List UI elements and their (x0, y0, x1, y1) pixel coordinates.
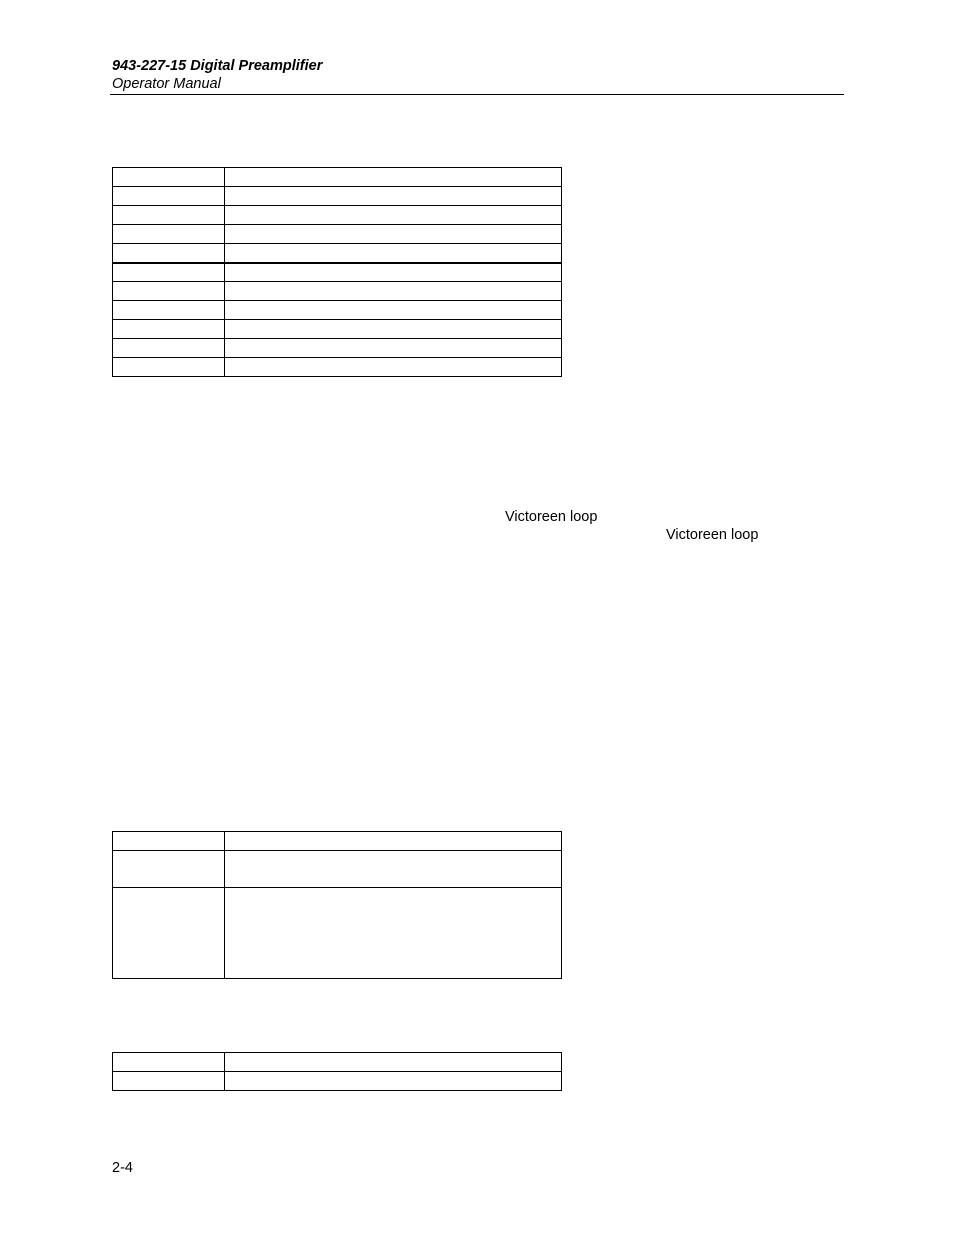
table-cell (225, 339, 562, 358)
table-cell (225, 225, 562, 244)
table-cell (225, 282, 562, 301)
table-cell (113, 282, 225, 301)
table-cell (113, 301, 225, 320)
table-row (113, 301, 562, 320)
table-cell (113, 168, 225, 187)
table-row (113, 832, 562, 851)
table-cell (225, 358, 562, 377)
table-cell (113, 339, 225, 358)
header-rule (110, 94, 844, 95)
table-row (113, 339, 562, 358)
table-cell (225, 301, 562, 320)
table-row (113, 244, 562, 263)
document-title: 943-227-15 Digital Preamplifier (112, 58, 323, 74)
table-cell (225, 832, 562, 851)
table-cell (225, 320, 562, 339)
table-row (113, 1053, 562, 1072)
table-row (113, 187, 562, 206)
table-row (113, 225, 562, 244)
table-row (113, 851, 562, 888)
body-text-line: Victoreen loop (505, 509, 598, 525)
table-cell (225, 1072, 562, 1091)
table-row (113, 263, 562, 282)
table-row (113, 358, 562, 377)
table-cell (113, 244, 225, 263)
table-cell (225, 187, 562, 206)
table-2 (112, 831, 562, 979)
table-cell (225, 168, 562, 187)
table-cell (113, 1053, 225, 1072)
table-row (113, 206, 562, 225)
table-cell (225, 851, 562, 888)
table-cell (225, 1053, 562, 1072)
table-cell (225, 206, 562, 225)
table-cell (113, 851, 225, 888)
table-row (113, 282, 562, 301)
table-row (113, 1072, 562, 1091)
table-cell (113, 1072, 225, 1091)
table-cell (225, 263, 562, 282)
document-subtitle: Operator Manual (112, 76, 221, 92)
table-cell (113, 320, 225, 339)
table-1 (112, 167, 562, 377)
table-cell (113, 187, 225, 206)
table-cell (113, 263, 225, 282)
table-row (113, 888, 562, 979)
page-number: 2-4 (112, 1160, 133, 1176)
table-cell (113, 206, 225, 225)
table-cell (113, 358, 225, 377)
table-cell (113, 888, 225, 979)
table-row (113, 320, 562, 339)
table-cell (225, 888, 562, 979)
table-row (113, 168, 562, 187)
table-cell (113, 832, 225, 851)
body-text-line: Victoreen loop (666, 527, 759, 543)
table-3 (112, 1052, 562, 1091)
table-cell (113, 225, 225, 244)
table-cell (225, 244, 562, 263)
